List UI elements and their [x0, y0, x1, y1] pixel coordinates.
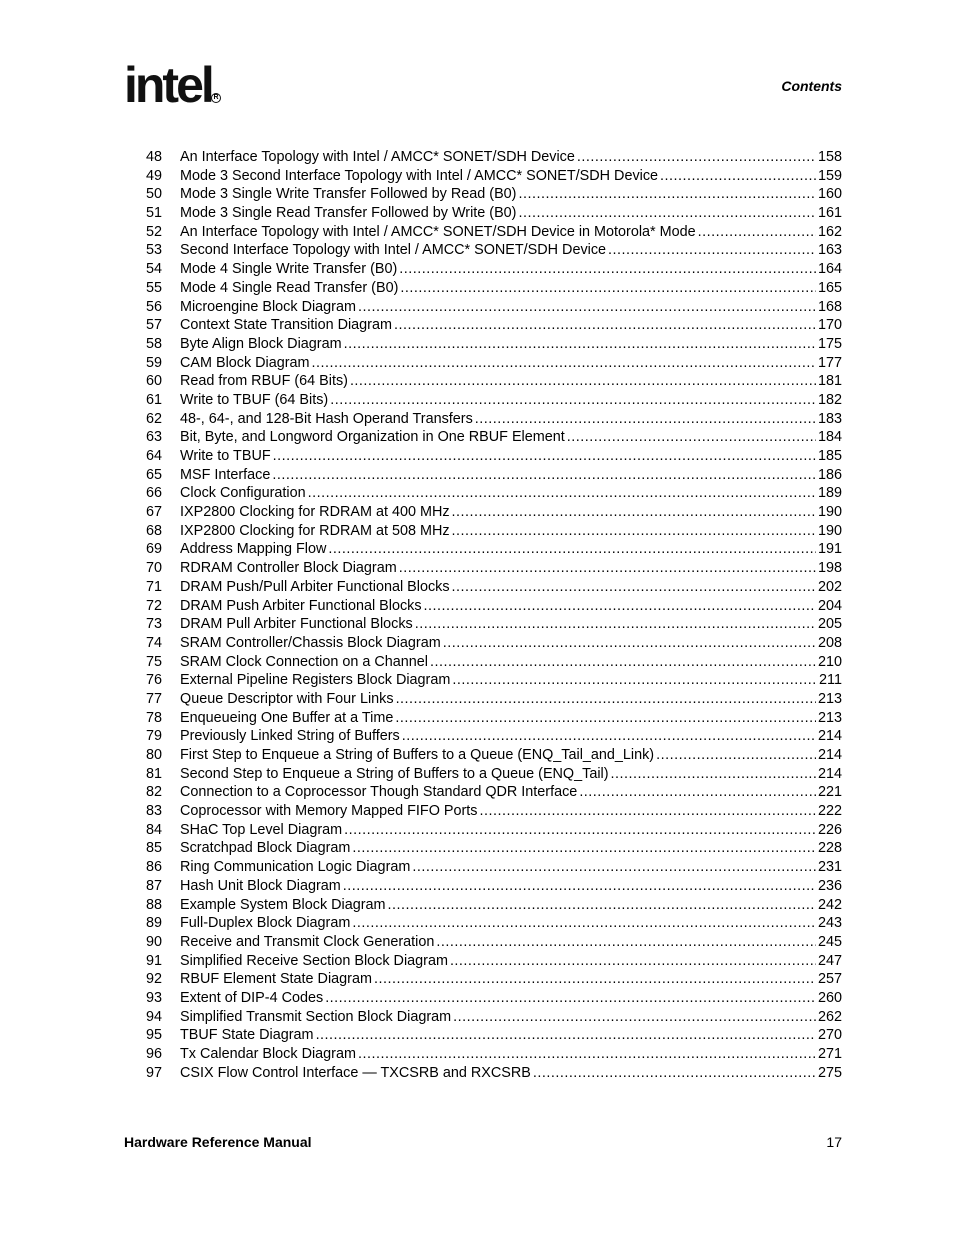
figure-number: 80 [146, 747, 163, 763]
figure-number: 71 [146, 578, 163, 595]
page-number[interactable]: 163 [817, 242, 842, 259]
figure-number: 48 [146, 149, 163, 165]
toc-entry[interactable] [146, 354, 842, 373]
figure-number: 73 [146, 616, 163, 633]
figure-title[interactable]: DRAM Pull Arbiter Functional Blocks [180, 616, 413, 633]
figure-number: 62 [146, 410, 163, 427]
toc-entry[interactable] [146, 335, 842, 354]
page-number[interactable]: 245 [817, 933, 842, 950]
figure-title[interactable]: TBUF State Diagram [180, 1027, 314, 1044]
dot-leader [330, 391, 816, 410]
page-number[interactable]: 226 [817, 821, 842, 838]
figure-number: 82 [146, 784, 163, 801]
figure-title[interactable]: Simplified Transmit Section Block Diagram [180, 1008, 452, 1025]
figure-title[interactable]: Context State Transition Diagram [180, 317, 392, 334]
dot-leader [577, 148, 816, 167]
dot-leader [388, 896, 816, 915]
figure-title[interactable]: Clock Configuration [180, 485, 306, 502]
toc-entry[interactable] [146, 167, 842, 186]
figure-number: 90 [146, 933, 163, 950]
page-number[interactable]: 275 [817, 1064, 842, 1081]
page-number[interactable]: 222 [817, 803, 842, 820]
figure-number: 72 [146, 597, 163, 614]
toc-entry[interactable] [146, 933, 842, 952]
dot-leader [579, 783, 816, 802]
dot-leader [352, 839, 816, 858]
figure-number: 84 [146, 821, 163, 838]
page-number[interactable]: 260 [817, 989, 842, 1006]
page-number[interactable]: 168 [817, 298, 842, 315]
dot-leader [518, 185, 816, 204]
figure-number: 91 [146, 952, 163, 969]
page-number[interactable]: 208 [817, 634, 842, 651]
toc-entry[interactable] [146, 1008, 842, 1027]
figure-number: 58 [146, 335, 163, 352]
page-number[interactable]: 175 [817, 335, 842, 352]
page-number[interactable]: 185 [817, 448, 842, 464]
page-number[interactable]: 177 [817, 354, 842, 371]
figure-title[interactable]: CAM Block Diagram [180, 354, 310, 371]
figure-title[interactable]: RBUF Element State Diagram [180, 971, 372, 988]
dot-leader [358, 298, 816, 317]
figure-title[interactable]: Scratchpad Block Diagram [180, 840, 351, 857]
figure-title[interactable]: Simplified Receive Section Block Diagram [180, 952, 448, 969]
figure-title[interactable]: External Pipeline Registers Block Diagram [180, 672, 451, 689]
figure-number: 93 [146, 989, 163, 1006]
figure-number: 87 [146, 877, 163, 894]
figure-number: 94 [146, 1008, 163, 1025]
toc-entry[interactable] [146, 615, 842, 634]
figure-number: 57 [146, 317, 163, 334]
figure-title[interactable]: Mode 3 Second Interface Topology with Intel / AMCC* SONET/SDH Device [180, 167, 659, 184]
dot-leader [424, 597, 816, 616]
toc-entry[interactable] [146, 690, 842, 709]
figure-number: 70 [146, 560, 163, 577]
figure-title[interactable]: Previously Linked String of Buffers [180, 728, 400, 745]
toc-entry[interactable] [146, 802, 842, 821]
dot-leader [567, 428, 816, 447]
dot-leader [308, 484, 816, 503]
figure-title[interactable]: Receive and Transmit Clock Generation [180, 933, 435, 950]
page-number[interactable]: 161 [817, 205, 842, 222]
toc-entry[interactable] [146, 727, 842, 746]
toc-entry[interactable] [146, 634, 842, 653]
figure-number: 56 [146, 298, 163, 315]
dot-leader [394, 316, 816, 335]
page-number[interactable]: 159 [817, 167, 842, 184]
figure-number: 81 [146, 765, 163, 782]
dot-leader [533, 1064, 816, 1083]
figure-title[interactable]: RDRAM Controller Block Diagram [180, 560, 397, 577]
figure-title[interactable]: Extent of DIP-4 Codes [180, 989, 324, 1006]
dot-leader [325, 989, 816, 1008]
toc-entry[interactable] [146, 1026, 842, 1045]
figure-number: 79 [146, 728, 163, 745]
figure-number: 74 [146, 634, 163, 651]
toc-entry[interactable] [146, 1064, 842, 1083]
dot-leader [273, 447, 816, 466]
toc-entry[interactable] [146, 316, 842, 335]
page-number[interactable]: 191 [817, 541, 842, 558]
figure-title[interactable]: Mode 3 Single Write Transfer Followed by Read (B0) [180, 186, 517, 203]
figure-title[interactable]: IXP2800 Clocking for RDRAM at 508 MHz [180, 522, 450, 539]
page-number[interactable]: 257 [817, 971, 842, 988]
figure-number: 63 [146, 429, 163, 446]
dot-leader [450, 952, 816, 971]
figure-title[interactable]: An Interface Topology with Intel / AMCC* SONET/SDH Device [180, 149, 575, 165]
figure-title[interactable]: Tx Calendar Block Diagram [180, 1046, 356, 1062]
toc-entry[interactable] [146, 522, 842, 541]
toc-entry[interactable] [146, 372, 842, 391]
dot-leader [518, 204, 816, 223]
dot-leader [452, 503, 816, 522]
figure-title[interactable]: Example System Block Diagram [180, 896, 386, 913]
toc-entry[interactable] [146, 858, 842, 877]
dot-leader [399, 260, 816, 279]
dot-leader [453, 1008, 816, 1027]
toc-entry[interactable] [146, 260, 842, 279]
figure-title[interactable]: Write to TBUF [180, 448, 271, 464]
page-number[interactable]: 210 [817, 653, 842, 670]
figure-number: 88 [146, 896, 163, 913]
toc-entry[interactable] [146, 989, 842, 1008]
dot-leader [412, 858, 816, 877]
toc-entry[interactable] [146, 148, 842, 167]
figure-title[interactable]: Mode 4 Single Write Transfer (B0) [180, 261, 398, 278]
page-number[interactable]: 198 [817, 560, 842, 577]
dot-leader [698, 223, 816, 242]
page-number[interactable]: 214 [817, 747, 842, 763]
figure-number: 96 [146, 1046, 163, 1062]
figure-number: 52 [146, 223, 163, 240]
figure-title[interactable]: Coprocessor with Memory Mapped FIFO Ports [180, 803, 478, 820]
dot-leader [395, 709, 816, 728]
page-number[interactable]: 231 [817, 859, 842, 876]
figure-title[interactable]: Hash Unit Block Diagram [180, 877, 341, 894]
toc-entry[interactable] [146, 185, 842, 204]
toc-entry[interactable] [146, 466, 842, 485]
figure-title[interactable]: Connection to a Coprocessor Though Standard QDR Interface [180, 784, 578, 801]
page-number[interactable]: 242 [817, 896, 842, 913]
logo-wordmark: intel [124, 57, 212, 113]
dot-leader [343, 877, 816, 896]
page-number[interactable]: 182 [817, 391, 842, 408]
toc-entry[interactable] [146, 746, 842, 765]
page-number[interactable]: 271 [817, 1046, 842, 1062]
figure-title[interactable]: Byte Align Block Diagram [180, 335, 342, 352]
toc-entry[interactable] [146, 877, 842, 896]
figure-number: 89 [146, 915, 163, 932]
page-number[interactable]: 236 [817, 877, 842, 894]
toc-entry[interactable] [146, 783, 842, 802]
dot-leader [430, 653, 816, 672]
figure-number: 61 [146, 391, 163, 408]
dot-leader [272, 466, 816, 485]
figure-title[interactable]: Second Interface Topology with Intel / AMCC* SONET/SDH Device [180, 242, 607, 259]
dot-leader [328, 540, 816, 559]
dot-leader [399, 559, 816, 578]
toc-entry[interactable] [146, 914, 842, 933]
page-number[interactable]: 189 [817, 485, 842, 502]
figure-number: 49 [146, 167, 163, 184]
figure-title[interactable]: Second Step to Enqueue a String of Buffers to a Queue (ENQ_Tail) [180, 765, 609, 782]
page-number[interactable]: 221 [817, 784, 842, 801]
figure-list [146, 148, 842, 1082]
toc-entry[interactable] [146, 821, 842, 840]
toc-entry[interactable] [146, 410, 842, 429]
figure-title[interactable]: Write to TBUF (64 Bits) [180, 391, 329, 408]
figure-number: 92 [146, 971, 163, 988]
dot-leader [480, 802, 816, 821]
figure-number: 76 [146, 672, 163, 689]
page-number[interactable]: 186 [817, 466, 842, 483]
figure-title[interactable]: Ring Communication Logic Diagram [180, 859, 411, 876]
toc-entry[interactable] [146, 559, 842, 578]
figure-number: 83 [146, 803, 163, 820]
page-number[interactable]: 214 [817, 765, 842, 782]
page-number[interactable]: 205 [817, 616, 842, 633]
page-number[interactable]: 204 [817, 597, 842, 614]
toc-entry[interactable] [146, 597, 842, 616]
dot-leader [452, 671, 817, 690]
figure-number: 77 [146, 690, 163, 707]
page-number[interactable]: 211 [819, 672, 842, 689]
toc-entry[interactable] [146, 970, 842, 989]
dot-leader [443, 634, 816, 653]
figure-title[interactable]: Mode 3 Single Read Transfer Followed by Write (B0) [180, 205, 517, 222]
figure-title[interactable]: First Step to Enqueue a String of Buffers to a Queue (ENQ_Tail_and_Link) [180, 747, 655, 763]
dot-leader [352, 914, 816, 933]
dot-leader [608, 241, 816, 260]
page-number[interactable]: 170 [817, 317, 842, 334]
figure-number: 64 [146, 448, 163, 464]
toc-entry[interactable] [146, 428, 842, 447]
figure-title[interactable]: Queue Descriptor with Four Links [180, 690, 394, 707]
toc-entry[interactable] [146, 204, 842, 223]
page-number[interactable]: 270 [817, 1027, 842, 1044]
figure-number: 69 [146, 541, 163, 558]
page-number[interactable]: 165 [817, 279, 842, 296]
toc-entry[interactable] [146, 839, 842, 858]
intel-logo [124, 57, 224, 118]
figure-number: 68 [146, 522, 163, 539]
dot-leader [396, 690, 816, 709]
dot-leader [475, 410, 816, 429]
figure-number: 55 [146, 279, 163, 296]
page-number[interactable]: 190 [817, 522, 842, 539]
toc-entry[interactable] [146, 279, 842, 298]
toc-entry[interactable] [146, 503, 842, 522]
dot-leader [344, 335, 816, 354]
dot-leader [436, 933, 816, 952]
dot-leader [611, 765, 816, 784]
page-number[interactable]: 228 [817, 840, 842, 857]
page-number[interactable]: 213 [817, 690, 842, 707]
figure-title[interactable]: DRAM Push/Pull Arbiter Functional Blocks [180, 578, 450, 595]
figure-title[interactable]: Mode 4 Single Read Transfer (B0) [180, 279, 399, 296]
footer-page-number: 17 [826, 1134, 842, 1150]
figure-title[interactable]: MSF Interface [180, 466, 271, 483]
figure-number: 86 [146, 859, 163, 876]
page-number[interactable]: 158 [817, 149, 842, 165]
toc-entry[interactable] [146, 1045, 842, 1064]
page-number[interactable]: 202 [817, 578, 842, 595]
figure-number: 59 [146, 354, 163, 371]
toc-entry[interactable] [146, 671, 842, 690]
toc-entry[interactable] [146, 223, 842, 242]
page-number[interactable]: 181 [817, 373, 842, 390]
toc-entry[interactable] [146, 578, 842, 597]
figure-title[interactable]: IXP2800 Clocking for RDRAM at 400 MHz [180, 504, 450, 521]
toc-entry[interactable] [146, 952, 842, 971]
figure-title[interactable]: 48-, 64-, and 128-Bit Hash Operand Transfers [180, 410, 473, 427]
figure-number: 50 [146, 186, 163, 203]
figure-number: 75 [146, 653, 163, 670]
dot-leader [358, 1045, 816, 1064]
page-number[interactable]: 164 [817, 261, 842, 278]
figure-number: 60 [146, 373, 163, 390]
figure-title[interactable]: SHaC Top Level Diagram [180, 821, 343, 838]
toc-entry[interactable] [146, 447, 842, 466]
page-number[interactable]: 190 [817, 504, 842, 521]
figure-number: 67 [146, 504, 163, 521]
figure-number: 65 [146, 466, 163, 483]
dot-leader [402, 727, 816, 746]
page-number[interactable]: 160 [817, 186, 842, 203]
figure-title[interactable]: CSIX Flow Control Interface — TXCSRB and RXCSRB [180, 1064, 531, 1081]
dot-leader [656, 746, 816, 765]
figure-number: 51 [146, 205, 163, 222]
toc-entry[interactable] [146, 709, 842, 728]
page-number[interactable]: 183 [817, 410, 842, 427]
dot-leader [350, 372, 816, 391]
figure-title[interactable]: Microengine Block Diagram [180, 298, 356, 315]
figure-title[interactable]: SRAM Controller/Chassis Block Diagram [180, 634, 441, 651]
figure-number: 85 [146, 840, 163, 857]
toc-entry[interactable] [146, 298, 842, 317]
figure-number: 78 [146, 709, 163, 726]
dot-leader [344, 821, 816, 840]
figure-number: 54 [146, 261, 163, 278]
figure-title[interactable]: DRAM Push Arbiter Functional Blocks [180, 597, 422, 614]
page-number[interactable]: 162 [817, 223, 842, 240]
dot-leader [316, 1026, 816, 1045]
toc-entry[interactable] [146, 391, 842, 410]
dot-leader [415, 615, 816, 634]
section-header: Contents [781, 78, 842, 94]
dot-leader [660, 167, 816, 186]
dot-leader [452, 578, 816, 597]
page-number[interactable]: 262 [817, 1008, 842, 1025]
toc-entry[interactable] [146, 653, 842, 672]
page-number[interactable]: 213 [817, 709, 842, 726]
page-number[interactable]: 184 [817, 429, 842, 446]
dot-leader [452, 522, 816, 541]
page-number[interactable]: 214 [817, 728, 842, 745]
figure-number: 97 [146, 1064, 163, 1081]
figure-number: 95 [146, 1027, 163, 1044]
toc-entry[interactable] [146, 765, 842, 784]
toc-entry[interactable] [146, 241, 842, 260]
dot-leader [400, 279, 816, 298]
dot-leader [312, 354, 816, 373]
toc-entry[interactable] [146, 896, 842, 915]
figure-title[interactable]: SRAM Clock Connection on a Channel [180, 653, 428, 670]
figure-number: 53 [146, 242, 163, 259]
figure-title[interactable]: Bit, Byte, and Longword Organization in One RBUF Element [180, 429, 565, 446]
page-number[interactable]: 247 [817, 952, 842, 969]
dot-leader [374, 970, 816, 989]
footer-manual-title: Hardware Reference Manual [124, 1134, 312, 1150]
figure-title[interactable]: Enqueueing One Buffer at a Time [180, 709, 394, 726]
figure-title[interactable]: Address Mapping Flow [180, 541, 327, 558]
figure-title[interactable]: Full-Duplex Block Diagram [180, 915, 351, 932]
figure-title[interactable]: Read from RBUF (64 Bits) [180, 373, 348, 390]
registered-mark-icon: R [211, 93, 221, 103]
page-number[interactable]: 243 [817, 915, 842, 932]
figure-number: 66 [146, 485, 163, 502]
figure-title[interactable]: An Interface Topology with Intel / AMCC* SONET/SDH Device in Motorola* Mode [180, 223, 696, 240]
toc-entry[interactable] [146, 540, 842, 559]
toc-entry[interactable] [146, 484, 842, 503]
